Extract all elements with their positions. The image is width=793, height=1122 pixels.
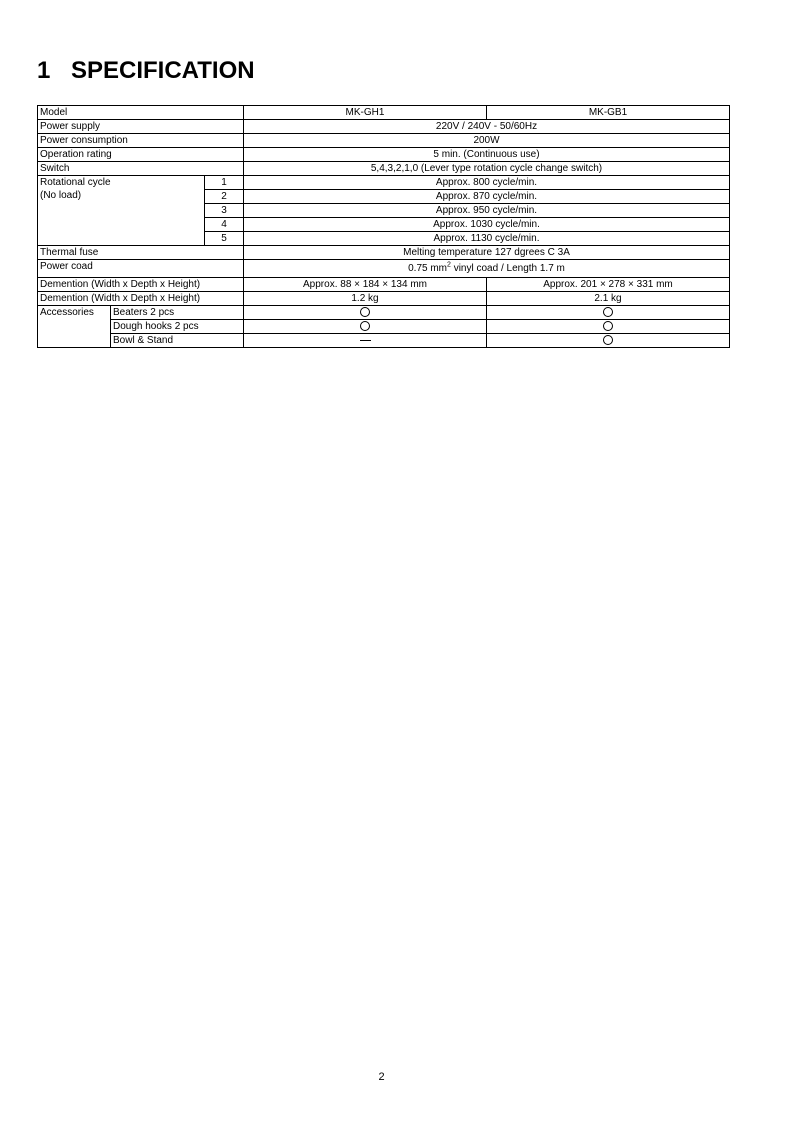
dimension-b: Approx. 201 × 278 × 331 mm [487, 278, 730, 292]
power-coad-value-post: vinyl coad / Length 1.7 m [450, 263, 565, 274]
accessory-name: Bowl & Stand [111, 334, 244, 348]
rotational-cycle-label-line1: Rotational cycle [40, 177, 111, 188]
model-label: Model [38, 106, 244, 120]
rotational-value: Approx. 1030 cycle/min. [244, 218, 730, 232]
power-coad-value-pre: 0.75 mm [408, 263, 448, 274]
weight-a: 1.2 kg [244, 292, 487, 306]
operation-rating-label: Operation rating [38, 148, 244, 162]
table-row-dimension [38, 278, 730, 292]
specification-table [37, 105, 730, 348]
table-row-rotational-1 [38, 176, 730, 190]
weight-label: Demention (Width x Depth x Height) [38, 292, 244, 306]
table-row-power-consumption [38, 134, 730, 148]
accessories-label: Accessories [38, 306, 111, 348]
power-coad-value [244, 260, 730, 278]
table-row-switch [38, 162, 730, 176]
accessory-b-mark [487, 334, 730, 348]
rotational-value: Approx. 1130 cycle/min. [244, 232, 730, 246]
thermal-fuse-label: Thermal fuse [38, 246, 244, 260]
model-b: MK-GB1 [487, 106, 730, 120]
included-circle-icon [603, 307, 613, 317]
rotational-step: 5 [205, 232, 244, 246]
rotational-step: 3 [205, 204, 244, 218]
included-circle-icon [360, 307, 370, 317]
table-row-power-coad [38, 260, 730, 278]
page-number: 2 [378, 1071, 385, 1083]
included-circle-icon [603, 321, 613, 331]
table-row-model [38, 106, 730, 120]
rotational-step: 2 [205, 190, 244, 204]
table-row-accessory-3 [38, 334, 730, 348]
rotational-cycle-label [38, 176, 205, 246]
accessory-a-mark [244, 306, 487, 320]
switch-value: 5,4,3,2,1,0 (Lever type rotation cycle change switch) [244, 162, 730, 176]
included-circle-icon [603, 335, 613, 345]
switch-label: Switch [38, 162, 244, 176]
accessory-name: Dough hooks 2 pcs [111, 320, 244, 334]
rotational-value: Approx. 950 cycle/min. [244, 204, 730, 218]
rotational-step: 1 [205, 176, 244, 190]
not-included-dash-icon [360, 340, 371, 341]
section-title: SPECIFICATION [71, 57, 255, 84]
dimension-label: Demention (Width x Depth x Height) [38, 278, 244, 292]
weight-b: 2.1 kg [487, 292, 730, 306]
table-row-operation-rating [38, 148, 730, 162]
accessory-a-mark [244, 320, 487, 334]
power-consumption-label: Power consumption [38, 134, 244, 148]
operation-rating-value: 5 min. (Continuous use) [244, 148, 730, 162]
power-coad-label: Power coad [38, 260, 244, 278]
table-row-thermal-fuse [38, 246, 730, 260]
model-a: MK-GH1 [244, 106, 487, 120]
accessory-name: Beaters 2 pcs [111, 306, 244, 320]
rotational-value: Approx. 800 cycle/min. [244, 176, 730, 190]
included-circle-icon [360, 321, 370, 331]
power-consumption-value: 200W [244, 134, 730, 148]
table-row-accessory-1 [38, 306, 730, 320]
table-row-accessory-2 [38, 320, 730, 334]
rotational-value: Approx. 870 cycle/min. [244, 190, 730, 204]
power-coad-value-sup: 2 [447, 261, 451, 269]
accessory-b-mark [487, 306, 730, 320]
section-number: 1 [37, 57, 51, 84]
power-supply-value: 220V / 240V - 50/60Hz [244, 120, 730, 134]
rotational-cycle-label-line2: (No load) [40, 190, 82, 201]
table-row-power-supply [38, 120, 730, 134]
rotational-step: 4 [205, 218, 244, 232]
accessory-a-mark [244, 334, 487, 348]
thermal-fuse-value: Melting temperature 127 dgrees C 3A [244, 246, 730, 260]
accessory-b-mark [487, 320, 730, 334]
dimension-a: Approx. 88 × 184 × 134 mm [244, 278, 487, 292]
section-heading [37, 57, 255, 85]
table-row-weight [38, 292, 730, 306]
power-supply-label: Power supply [38, 120, 244, 134]
